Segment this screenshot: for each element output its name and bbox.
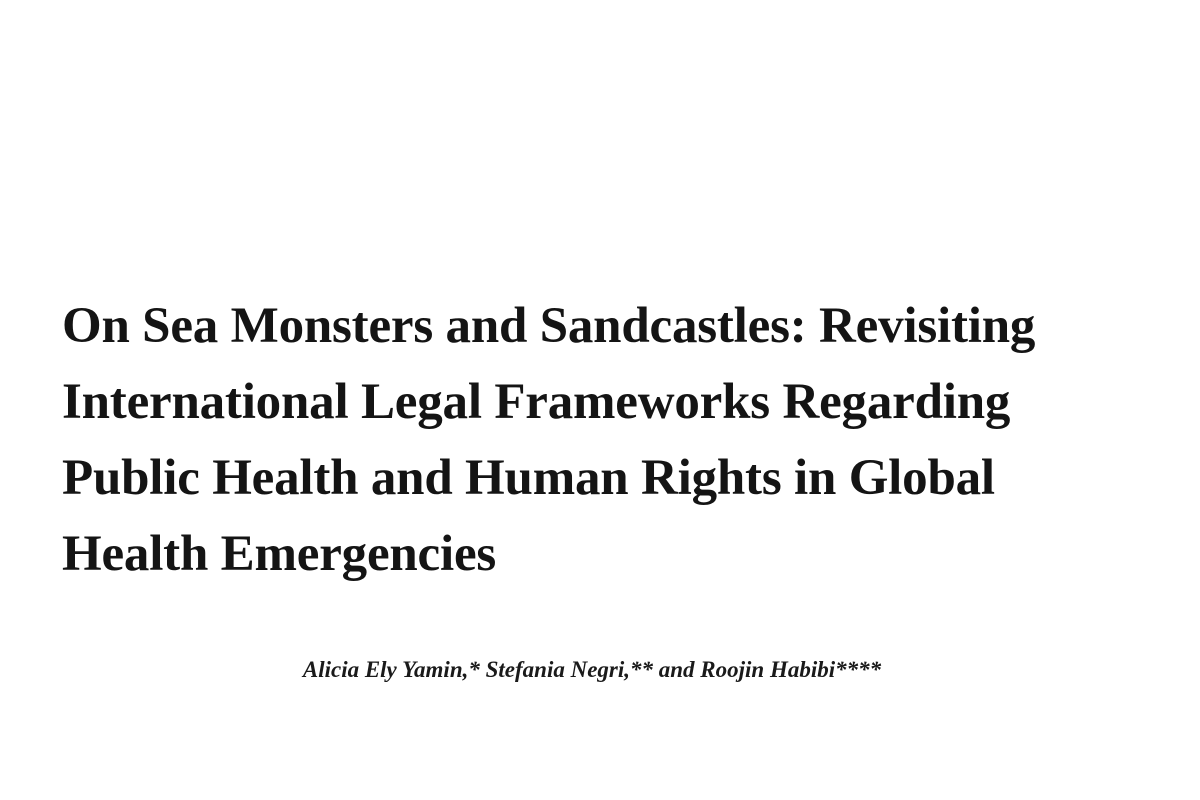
title-block [62, 288, 1122, 592]
author-list: Alicia Ely Yamin,* Stefania Negri,** and Roojin Habibi**** [302, 657, 882, 682]
page-title: On Sea Monsters and Sandcastles: Revisiting International Legal Frameworks Regarding Public Health and Human Rights in Global Health Emergencies [62, 298, 1036, 582]
authors-block [62, 655, 1122, 685]
